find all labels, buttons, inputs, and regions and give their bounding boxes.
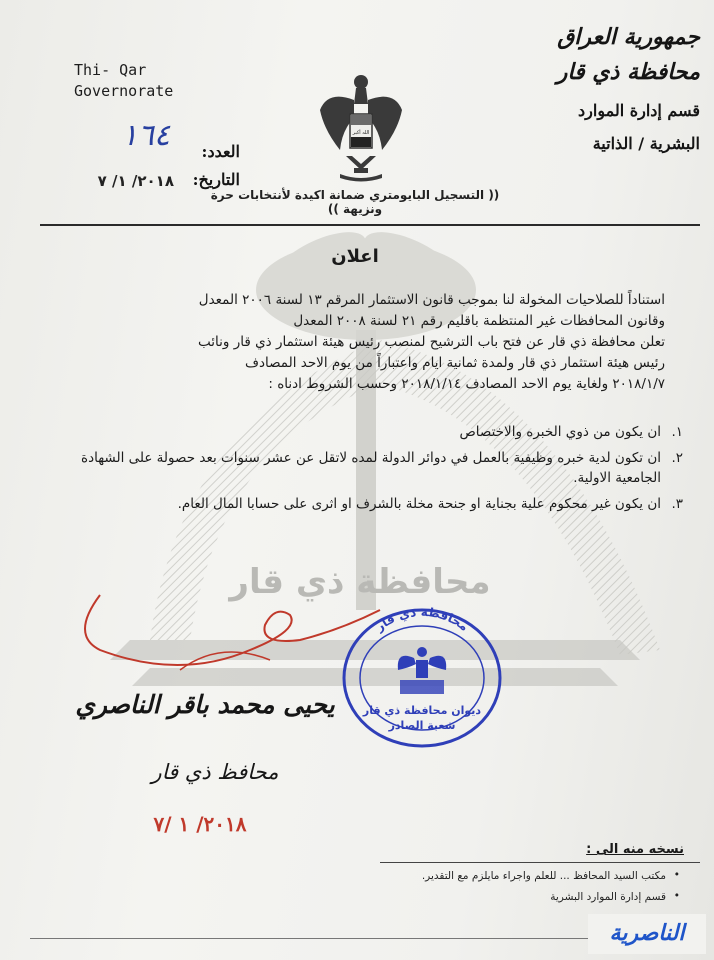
arabic-header-republic: جمهورية العراق <box>557 24 700 50</box>
conditions-list <box>55 422 683 520</box>
footer-divider <box>30 938 680 939</box>
condition-item <box>55 494 683 514</box>
governor-title: محافظ ذي قار <box>151 760 279 784</box>
stamp-line-1: ديوان محافظة ذي قار <box>362 704 482 717</box>
english-header <box>74 60 173 102</box>
header-divider <box>40 224 700 226</box>
english-header-line-2: Governorate <box>74 82 174 100</box>
english-header-line-1: Thi- Qar <box>74 61 147 79</box>
number-value: ١٦٤ <box>121 118 170 153</box>
copy-recipient: • قسم إدارة الموارد البشرية <box>380 891 680 903</box>
copy-recipient: • مكتب السيد المحافظ ... للعلم واجراء مايلزم مع التقدير. <box>380 870 680 882</box>
arabic-header-section: البشرية / الذاتية <box>592 134 700 153</box>
condition-number: ٢. <box>671 450 683 466</box>
signature-date: ٢٠١٨/ ١ /٧ <box>153 812 247 836</box>
arabic-header-governorate: محافظة ذي قار <box>556 59 700 85</box>
copies-list <box>380 870 680 912</box>
paragraph-line-5: ٢٠١٨/١/٧ ولغاية يوم الاحد المصادف ٢٠١٨/١/١٤ وحسب الشروط ادناه : <box>268 376 665 392</box>
emblem-text: الله أكبر <box>352 130 370 136</box>
condition-item <box>55 448 683 488</box>
iraq-eagle-emblem <box>318 70 404 182</box>
slogan: (( التسجيل البايومتري ضمانة اكيدة لأنتخابات حرة ونزيهة )) <box>210 188 500 216</box>
condition-text: ان تكون لدية خبره وظيفية بالعمل في دوائر الدولة لمده لاتقل عن عشر سنوات بعد حصولة على الشهادة الجامعية الاولية. <box>81 450 661 486</box>
arabic-header-department: قسم إدارة الموارد <box>578 101 700 120</box>
paragraph-line-1: استناداً للصلاحيات المخولة لنا بموجب قانون الاستثمار المرقم ١٣ لسنة ٢٠٠٦ المعدل <box>198 292 665 308</box>
copies-heading: نسخه منه الى : <box>586 842 684 857</box>
condition-text: ان يكون من ذوي الخبره والاختصاص <box>459 424 661 440</box>
date-value <box>62 172 174 190</box>
copies-divider <box>380 862 700 863</box>
announcement-paragraph <box>55 290 665 395</box>
paragraph-line-2: وقانون المحافظات غير المنتظمة باقليم رقم ٢١ لسنة ٢٠٠٨ المعدل <box>293 313 665 329</box>
site-logo <box>588 914 706 954</box>
number-label: العدد: <box>201 142 240 161</box>
governor-name: يحيى محمد باقر الناصري <box>75 690 335 719</box>
condition-number: ١. <box>671 424 683 440</box>
arabic-header <box>480 20 700 160</box>
stamp-line-2: شعبة الصادر <box>388 719 456 732</box>
stamp-arc-text: محافظة ذي قار <box>372 604 472 634</box>
watermark-text: محافظة ذي قار <box>229 562 491 602</box>
stamp-eagle <box>398 647 446 694</box>
stamp-top-text <box>372 605 471 635</box>
date-label: التاريخ: <box>192 170 240 189</box>
paragraph-line-4: رئيس هيئة استثمار ذي قار ولمدة ثمانية ايام واعتباراً من يوم الاحد المصادف <box>244 355 665 371</box>
site-logo-text: الناصرية <box>609 921 685 946</box>
date-value-text: ٢٠١٨/ ١/ ٧ <box>97 172 174 190</box>
paragraph-line-3: تعلن محافظة ذي قار عن فتح باب الترشيح لمنصب رئيس هيئة استثمار ذي قار ونائب <box>198 334 665 350</box>
official-stamp <box>336 602 508 752</box>
announcement-title: اعلان <box>331 246 379 267</box>
condition-text: ان يكون غير محكوم علية بجناية او جنحة مخلة بالشرف او اثرى على حسابا المال العام. <box>177 496 661 512</box>
condition-item <box>55 422 683 442</box>
condition-number: ٣. <box>671 496 683 512</box>
